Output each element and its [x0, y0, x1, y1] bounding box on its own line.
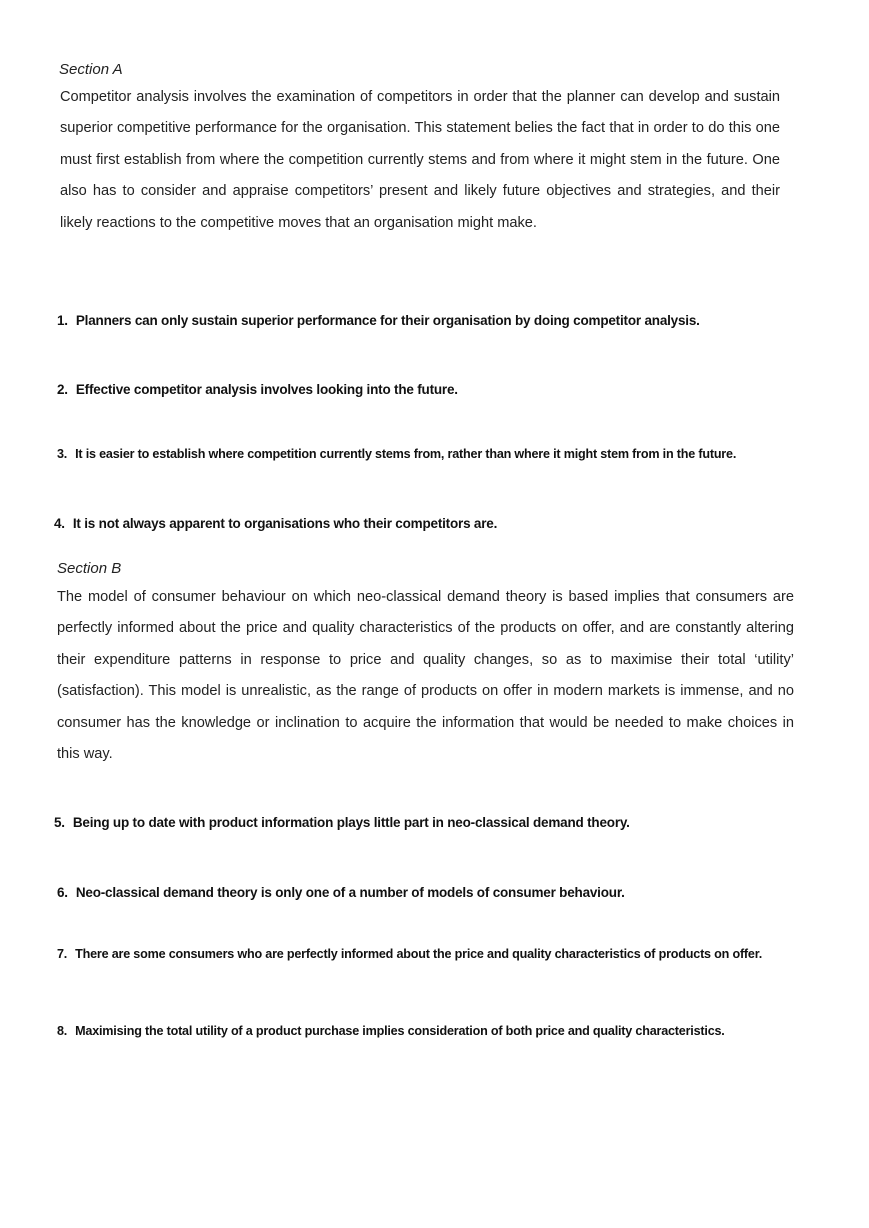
section-a-passage: Competitor analysis involves the examination of competitors in order that the planner can develop and sustain superior competitive performance for the organisation. This statement belies the fact that in order to do this one must first establish from where the competition currently stems and from where it might stem in the future. One also has to consider and appraise competitors’ present and likely future objectives and strategies, and their likely reactions to the competitive moves that an organisation might make.: [60, 89, 780, 231]
statement-number: 7.: [57, 947, 68, 961]
statement-number: 8.: [57, 1024, 68, 1038]
statement-1: [57, 313, 817, 329]
statement-number: 3.: [57, 447, 68, 461]
statement-number: 1.: [57, 313, 68, 328]
statement-text: Being up to date with product information plays little part in neo-classical demand theory.: [72, 815, 630, 830]
statement-3: [57, 446, 787, 462]
statement-text: Planners can only sustain superior performance for their organisation by doing competitor analysis.: [75, 313, 700, 328]
statement-6: [57, 885, 827, 901]
statement-text: Neo-classical demand theory is only one of a number of models of consumer behaviour.: [75, 885, 625, 900]
section-a-title: Section A: [59, 61, 123, 78]
section-b-passage: The model of consumer behaviour on which neo-classical demand theory is based implies that consumers are perfectly informed about the price and quality characteristics of the products on offer, and are constantly altering their expenditure patterns in response to price and quality changes, so as to maximise their total ‘utility’ (satisfaction). This model is unrealistic, as the range of products on offer in modern markets is immense, and no consumer has the knowledge or inclination to acquire the information that would be needed to make choices in this way.: [57, 589, 794, 763]
statement-text: There are some consumers who are perfectly informed about the price and quality characteristics of products on offer.: [75, 947, 763, 961]
statement-2: [57, 382, 817, 398]
statement-number: 2.: [57, 382, 68, 397]
statement-text: It is easier to establish where competition currently stems from, rather than where it might stem from in the future.: [75, 447, 737, 461]
statement-4: [54, 516, 814, 532]
statement-number: 4.: [54, 516, 65, 531]
statement-7: [57, 946, 817, 962]
statement-text: Maximising the total utility of a product purchase implies consideration of both price and quality characteristics.: [75, 1024, 725, 1038]
statement-text: It is not always apparent to organisations who their competitors are.: [72, 516, 498, 531]
statement-number: 6.: [57, 885, 68, 900]
statement-text: Effective competitor analysis involves looking into the future.: [75, 382, 458, 397]
statement-8: [57, 1023, 847, 1039]
statement-5: [54, 815, 824, 831]
statement-number: 5.: [54, 815, 65, 830]
section-b-title: Section B: [57, 560, 122, 577]
